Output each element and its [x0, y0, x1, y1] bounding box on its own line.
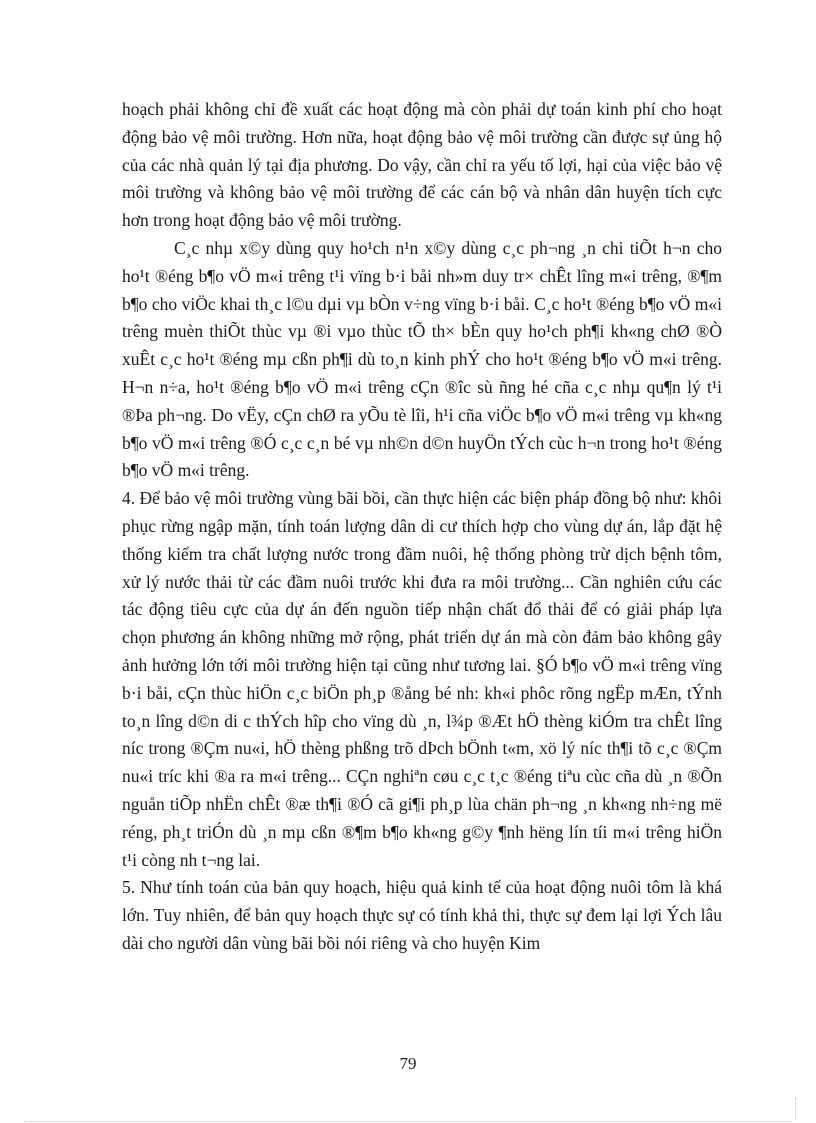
corner-divider — [795, 1098, 796, 1120]
paragraph-legacy-encoding: C¸c nhµ x©y dùng quy ho¹ch n¹n x©y dùng c¸c ph¬ng ¸n chi tiÕt h¬n cho ho¹t ®éng b¶o vÖ m«i trêng t¹i vïng b·i båi nh»m duy tr× chÊt lîng m«i trêng, ®¶m b¶o cho viÖc khai th¸c l©u dµi vµ bÒn v÷ng vïng b·i båi. C¸c ho¹t ®éng b¶o vÖ m«i trêng muèn thiÕt thùc vµ ®i vµo thùc tÕ th× bÈn quy ho¹ch ph¶i kh«ng chØ ®Ò xuÊt c¸c ho¹t ®éng mµ cßn ph¶i dù to¸n kinh phÝ cho ho¹t ®éng b¶o vÖ m«i trêng. H¬n n÷a, ho¹t ®éng b¶o vÖ m«i trêng cÇn ®îc sù ñng hé cña c¸c nhµ qu¶n lý t¹i ®Þa ph¬ng. Do vËy, cÇn chØ ra yÕu tè lîi, h¹i cña viÖc b¶o vÖ m«i trêng vµ kh«ng b¶o vÖ m«i trêng ®Ó c¸c c¸n bé vµ nh©n d©n huyÖn tÝch cùc h¬n trong ho¹t ®éng b¶o vÖ m«i trêng. — [122, 237, 722, 481]
paragraph-item-4: 4. Để bảo vệ môi trường vùng bãi bồi, cần thực hiện các biện pháp đồng bộ như: khôi phục rừng ngập mặn, tính toán lượng dân di cư thích hợp cho vùng dự án, lắp đặt hệ thống kiểm tra chất lượng nước trong đầm nuôi, hệ thống phòng trừ dịch bệnh tôm, xử lý nước thải từ các đầm nuôi trước khi đưa ra môi trường... Cần nghiên cứu các tác động tiêu cực của dự án đến nguồn tiếp nhận chất đổ thải để có giải pháp lựa chọn phương án không những mở rộng, phát triển dự án mà còn đảm bảo không gây ảnh hưởng lớn tới môi trường hiện tại cũng như tương lai. §Ó b¶o vÖ m«i trêng vïng b·i båi, cÇn thùc hiÖn c¸c biÖn ph¸p ®ång bé nh: kh«i phôc rõng ngËp mÆn, tÝnh to¸n lîng d©n di c thÝch hîp cho vïng dù ¸n, l¾p ®Æt hÖ thèng kiÓm tra chÊt lîng níc trong ®Çm nu«i, hÖ thèng phßng trõ dÞch bÖnh t«m, xö lý níc th¶i tõ c¸c ®Çm nu«i tríc khi ®a ra m«i trêng... CÇn nghiªn cøu c¸c t¸c ®éng tiªu cùc cña dù ¸n ®Õn nguån tiÕp nhËn chÊt ®æ th¶i ®Ó cã gi¶i ph¸p lùa chän ph¬ng ¸n kh«ng nh÷ng më réng, ph¸t triÓn dù ¸n mµ cßn ®¶m b¶o kh«ng g©y ¶nh hëng lín tíi m«i trêng hiÖn t¹i còng nh t¬ng lai. — [122, 488, 722, 870]
paragraph-item-5: 5. Như tính toán của bản quy hoạch, hiệu quả kinh tế của hoạt động nuôi tôm là khá lớn. Tuy nhiên, để bản quy hoạch thực sự có tính khả thi, thực sự đem lại lợi Ých lâu dài cho người dân vùng bãi bồi nói riêng và cho huyện Kim — [122, 877, 722, 953]
paragraph-continuation: hoạch phải không chỉ đề xuất các hoạt động mà còn phải dự toán kinh phí cho hoạt động bảo vệ môi trường. Hơn nữa, hoạt động bảo vệ môi trường cần được sự ủng hộ của các nhà quản lý tại địa phương. Do vậy, cần chỉ ra yếu tố lợi, hại của việc bảo vệ môi trường và không bảo vệ môi trường để các cán bộ và nhân dân huyện tích cực hơn trong hoạt động bảo vệ môi trường. — [122, 99, 722, 231]
page-number: 79 — [399, 1054, 417, 1073]
footer-divider — [24, 1121, 792, 1122]
body-text — [122, 96, 722, 958]
